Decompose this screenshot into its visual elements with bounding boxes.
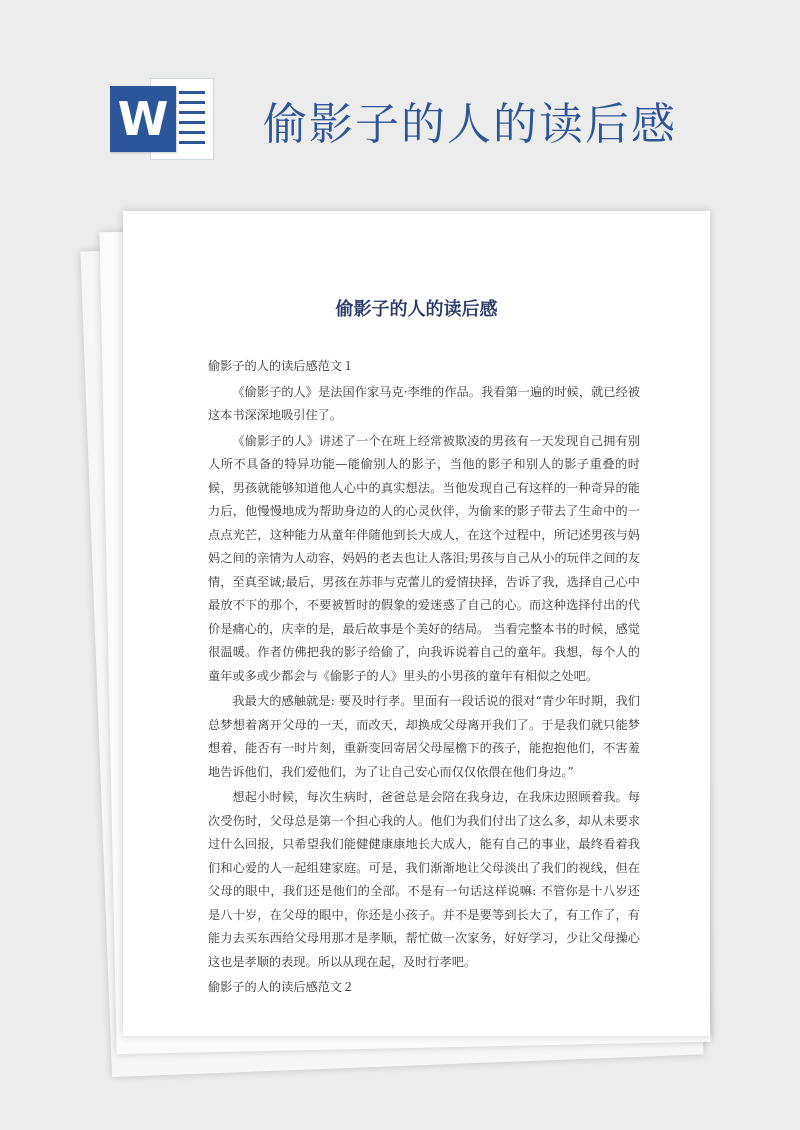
document-page bbox=[123, 211, 710, 1036]
banner bbox=[0, 0, 800, 215]
word-logo-badge: W bbox=[110, 86, 176, 152]
section-heading: 偷影子的人的读后感范文２ bbox=[208, 980, 355, 994]
body-paragraph: 《偷影子的人》是法国作家马克·李维的作品。我看第一遍的时候，就已经被这本书深深地吸引住了。 bbox=[208, 384, 640, 422]
body-paragraph: 我最大的感触就是: 要及时行孝。里面有一段话说的很对“青少年时期，我们总梦想着离开父母的一天，而改天，却换成父母离开我们了。于是我们就只能梦想着，能否有一时片刻，重新变回寄居父母屋檐下的孩子，能抱抱他们，不害羞地告诉他们，我们爱他们，为了让自己安心而仅仅依偎在他们身边。” bbox=[208, 694, 640, 779]
document-title: 偷影子的人的读后感 bbox=[335, 299, 498, 320]
word-document-icon bbox=[110, 76, 214, 160]
section-heading: 偷影子的人的读后感范文１ bbox=[208, 359, 355, 373]
banner-title: 偷影子的人的读后感 bbox=[263, 99, 677, 150]
body-paragraph: 《偷影子的人》讲述了一个在班上经常被欺凌的男孩有一天发现自己拥有别人所不具备的特异功能—能偷别人的影子，当他的影子和别人的影子重叠的时候，男孩就能够知道他人心中的真实想法。当他发现自己有这样的一种奇异的能力后，他慢慢地成为帮助身边的人的心灵伙伴，为偷来的影子带去了生命中的一点点光芒，这种能力从童年伴随他到长大成人，在这个过程中，所记述男孩与妈妈之间的亲情为人动容，妈妈的老去也让人落泪;男孩与自己从小的玩伴之间的友情，至真至诚;最后，男孩在苏菲与克蕾儿的爱情抉择，告诉了我，选择自己心中最放不下的那个，不要被暂时的假象的爱迷惑了自己的心。而这种选择付出的代价是痛心的，庆幸的是，最后故事是个美好的结局。 当看完整本书的时候，感觉很温暖。作者仿佛把我的影子给偷了，向我诉说着自己的童年。我想，每个人的童年或多或少都会与《偷影子的人》里头的小男孩的童年有相似之处吧。 bbox=[208, 433, 640, 683]
body-paragraph: 想起小时候，每次生病时，爸爸总是会陪在我身边，在我床边照顾着我。每次受伤时，父母总是第一个担心我的人。他们为我们付出了这么多，却从未要求过什么回报，只希望我们能健健康康地长大成人，能有自己的事业，最终看着我们和心爱的人一起组建家庭。可是，我们渐渐地让父母淡出了我们的视线，但在父母的眼中，我们还是他们的全部。不是有一句话这样说嘛: 不管你是十八岁还是八十岁，在父母的眼中，你还是小孩子。并不是要等到长大了，有工作了，有能力去买东西给父母用那才是孝顺，帮忙做一次家务，好好学习，少让父母操心这也是孝顺的表现。所以从现在起，及时行孝吧。 bbox=[208, 790, 640, 969]
document-body bbox=[208, 355, 640, 1002]
